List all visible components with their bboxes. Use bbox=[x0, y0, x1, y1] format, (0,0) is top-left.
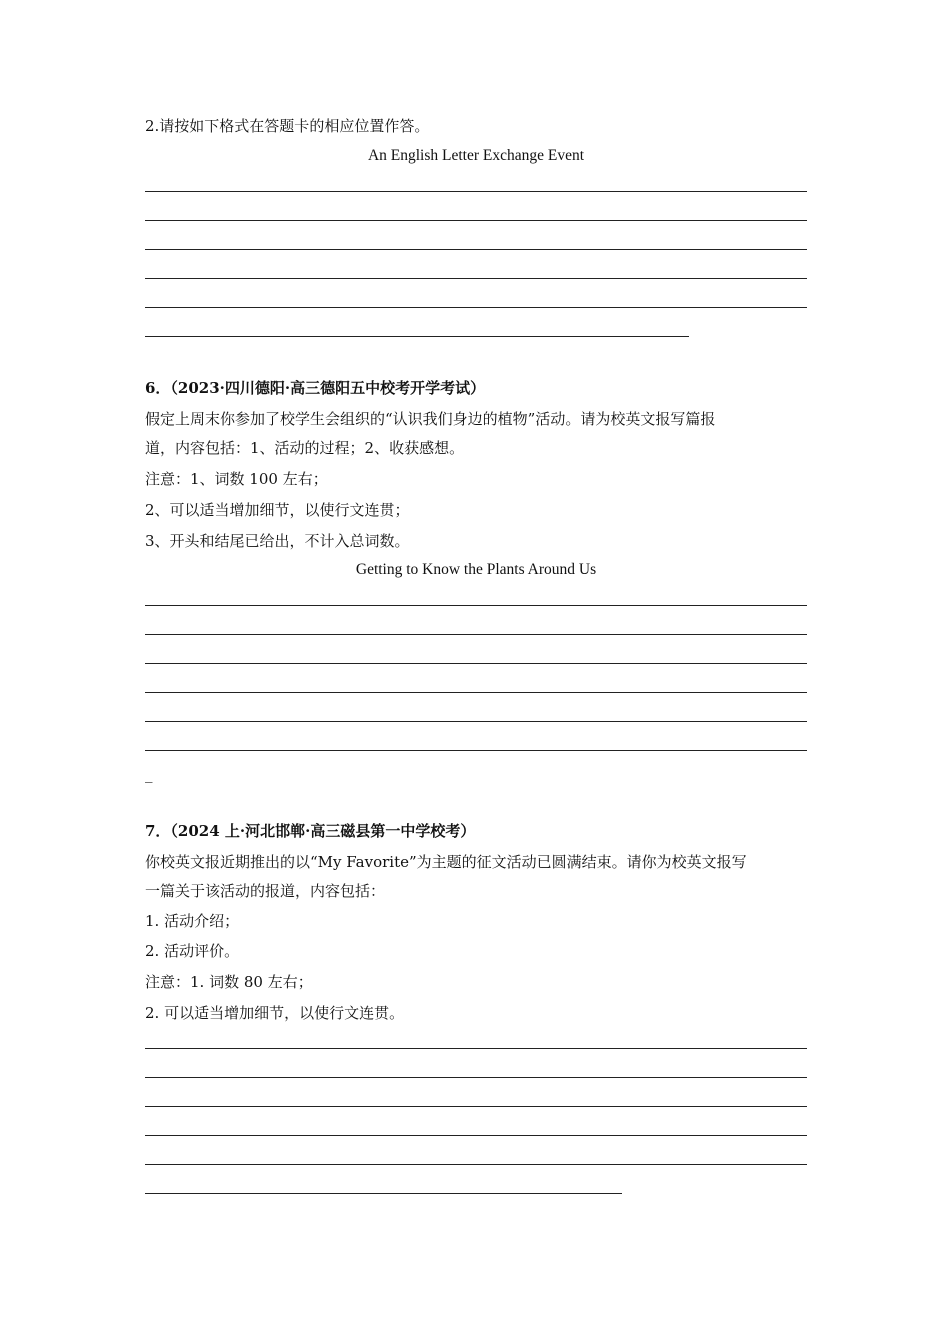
question-6-prompt-line-2: 道，内容包括：1、活动的过程；2、收获感想。 bbox=[145, 439, 465, 457]
answer-line bbox=[145, 249, 807, 250]
question-7-note-1: 注意：1. 词数 80 左右； bbox=[145, 973, 313, 991]
answer-line bbox=[145, 721, 807, 722]
answer-line bbox=[145, 307, 807, 308]
answer-line bbox=[145, 692, 807, 693]
answer-line bbox=[145, 191, 807, 192]
question-6-note-1: 注意：1、词数 100 左右； bbox=[145, 470, 328, 488]
answer-line bbox=[145, 1164, 807, 1165]
answer-line bbox=[145, 1135, 807, 1136]
answer-line bbox=[145, 750, 807, 751]
answer-line bbox=[145, 1193, 622, 1194]
answer-line bbox=[145, 1048, 807, 1049]
answer-line bbox=[145, 1106, 807, 1107]
essay-title-plants: Getting to Know the Plants Around Us bbox=[355, 561, 597, 578]
question-6-note-2: 2、可以适当增加细节，以使行文连贯； bbox=[145, 501, 410, 519]
instruction-text: 2.请按如下格式在答题卡的相应位置作答。 bbox=[145, 117, 430, 135]
essay-title-letter-exchange: An English Letter Exchange Event bbox=[367, 147, 585, 164]
answer-line bbox=[145, 634, 807, 635]
trailing-underscore: _ bbox=[145, 765, 153, 783]
answer-line bbox=[145, 663, 807, 664]
question-7-prompt-line-1: 你校英文报近期推出的以“My Favorite”为主题的征文活动已圆满结束。请你为校英文报写 bbox=[145, 853, 747, 871]
answer-line bbox=[145, 336, 689, 337]
question-7-note-2: 2. 可以适当增加细节，以使行文连贯。 bbox=[145, 1004, 405, 1022]
answer-line bbox=[145, 278, 807, 279]
question-7-item-2: 2. 活动评价。 bbox=[145, 942, 240, 960]
question-7-heading: 7．（2024 上·河北邯郸·高三磁县第一中学校考） bbox=[145, 822, 476, 840]
answer-line bbox=[145, 220, 807, 221]
question-6-heading: 6．（2023·四川德阳·高三德阳五中校考开学考试） bbox=[145, 379, 486, 397]
question-6-note-3: 3、开头和结尾已给出，不计入总词数。 bbox=[145, 532, 410, 550]
answer-line bbox=[145, 605, 807, 606]
question-7-item-1: 1. 活动介绍； bbox=[145, 912, 240, 930]
question-6-prompt-line-1: 假定上周末你参加了校学生会组织的“认识我们身边的植物”活动。请为校英文报写篇报 bbox=[145, 410, 716, 428]
answer-line bbox=[145, 1077, 807, 1078]
question-7-prompt-line-2: 一篇关于该活动的报道，内容包括： bbox=[145, 882, 386, 900]
